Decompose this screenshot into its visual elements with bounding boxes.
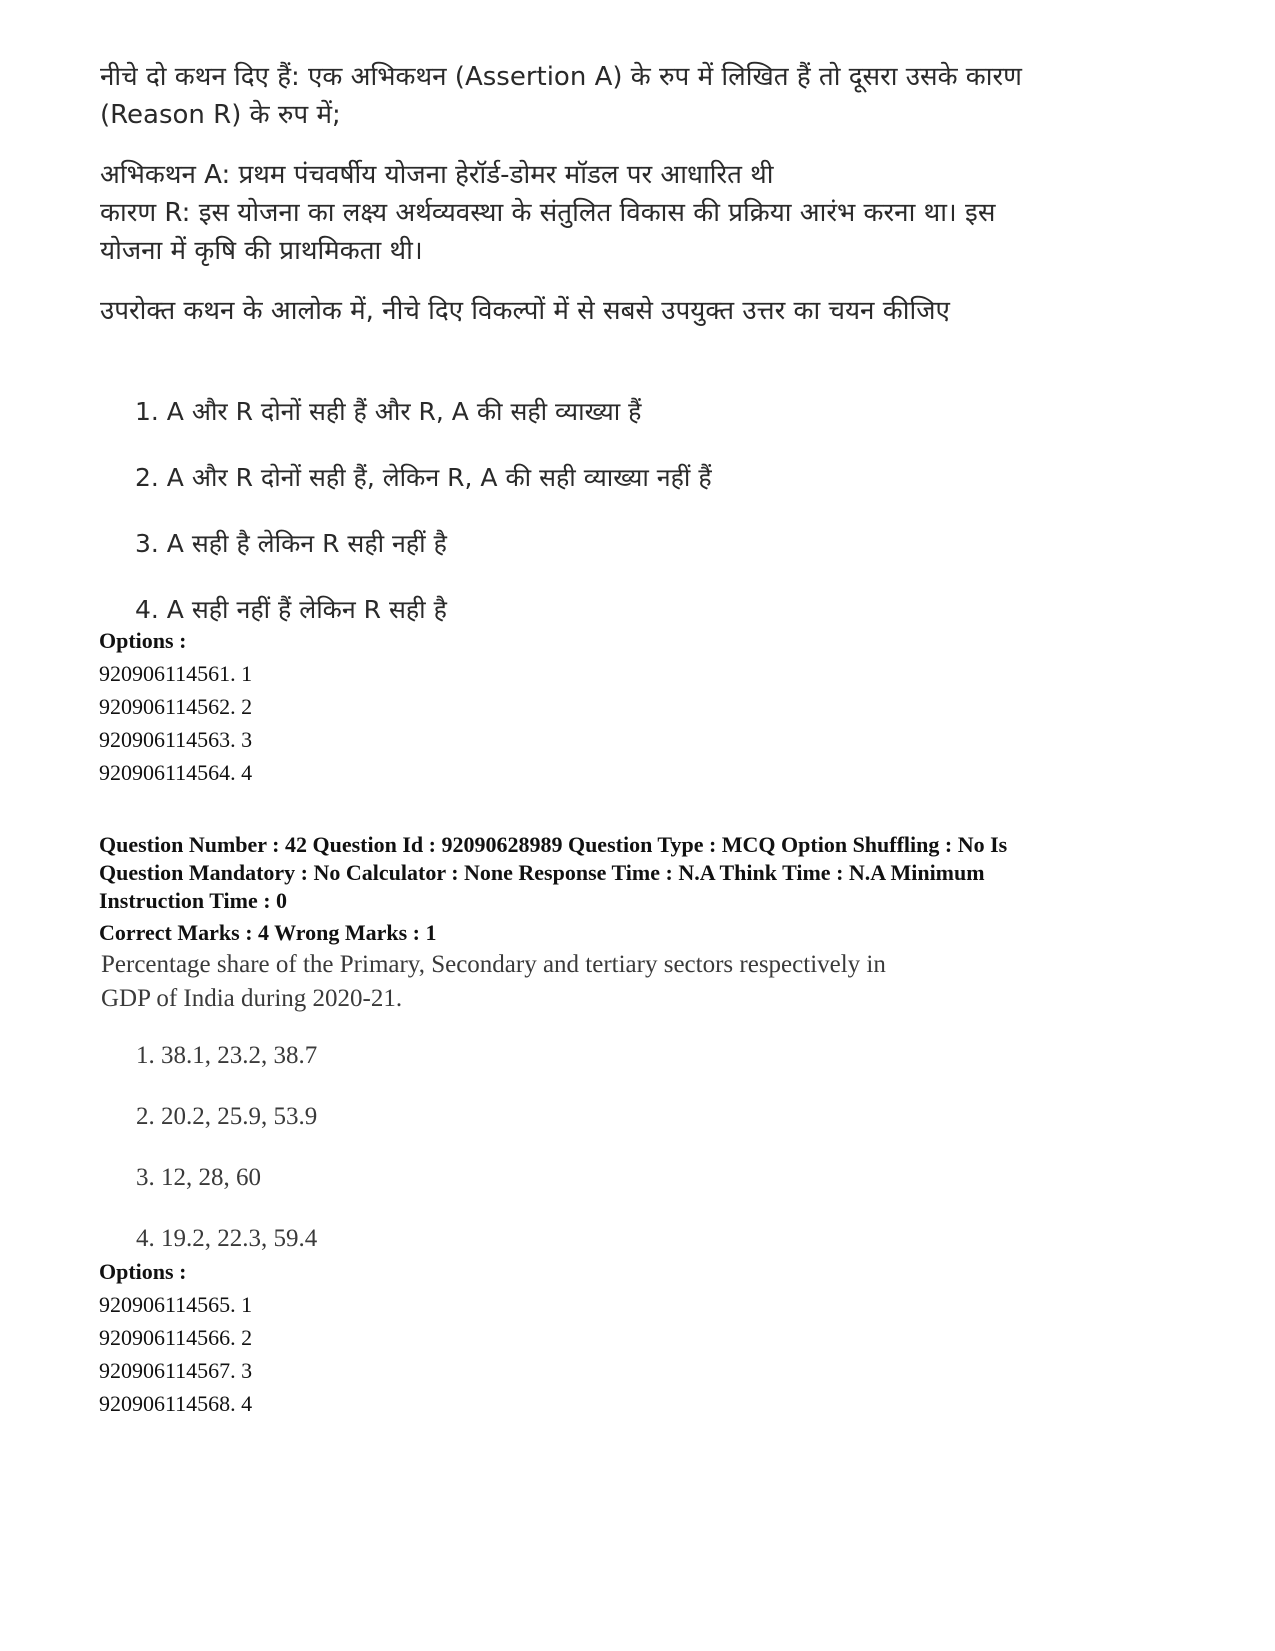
q42-choice-2: 2. 20.2, 25.9, 53.9: [136, 1103, 318, 1130]
q42-meta-line2: Question Mandatory : No Calculator : None Response Time : N.A Think Time : N.A Minimum: [99, 860, 985, 885]
q41-intro: [100, 58, 1060, 134]
q42-option-2: 920906114566. 2: [99, 1325, 253, 1350]
q42-options-label: Options :: [99, 1259, 187, 1284]
q41-intro-text: नीचे दो कथन दिए हैं: एक अभिकथन (Assertion A) के रुप में लिखित हैं तो दूसरा उसके कारण (Reason R) के रुप में;: [100, 62, 1022, 130]
q41-option-1: 920906114561. 1: [99, 661, 253, 686]
q42-meta-line1: Question Number : 42 Question Id : 92090628989 Question Type : MCQ Option Shuffling : No Is: [99, 832, 1008, 857]
q42-choice-1: 1. 38.1, 23.2, 38.7: [136, 1042, 318, 1069]
q41-option-4: 920906114564. 4: [99, 760, 253, 785]
q41-instruction-text: उपरोक्त कथन के आलोक में, नीचे दिए विकल्पों में से सबसे उपयुक्त उत्तर का चयन कीजिए: [100, 296, 950, 326]
q42-option-4: 920906114568. 4: [99, 1391, 253, 1416]
q42-question: [101, 948, 1001, 1016]
q41-options-label: Options :: [99, 628, 187, 653]
q41-option-2: 920906114562. 2: [99, 694, 253, 719]
q42-question-line1: Percentage share of the Primary, Secondary and tertiary sectors respectively in: [101, 951, 886, 978]
q41-instruction: [100, 292, 1000, 330]
q42-meta-line3: Instruction Time : 0: [99, 888, 288, 913]
q42-choice-4: 4. 19.2, 22.3, 59.4: [136, 1225, 318, 1252]
q42-choice-3: 3. 12, 28, 60: [136, 1164, 261, 1191]
q42-question-line2: GDP of India during 2020-21.: [101, 985, 403, 1012]
q41-reason: कारण R: इस योजना का लक्ष्य अर्थव्यवस्था के संतुलित विकास की प्रक्रिया आरंभ करना था। इस योजना में कृषि की प्राथमिकता थी।: [100, 198, 996, 266]
q41-assertion: अभिकथन A: प्रथम पंचवर्षीय योजना हेरॉर्ड-डोमर मॉडल पर आधारित थी: [100, 160, 774, 190]
q42-marks: Correct Marks : 4 Wrong Marks : 1: [99, 920, 437, 945]
q41-choice-1: 1. A और R दोनों सही हैं और R, A की सही व्याख्या हैं: [135, 397, 642, 426]
q41-choice-4: 4. A सही नहीं हैं लेकिन R सही है: [135, 595, 447, 624]
q42-option-1: 920906114565. 1: [99, 1292, 253, 1317]
q42-option-3: 920906114567. 3: [99, 1358, 253, 1383]
q41-choice-2: 2. A और R दोनों सही हैं, लेकिन R, A की सही व्याख्या नहीं हैं: [135, 463, 712, 492]
q41-option-3: 920906114563. 3: [99, 727, 253, 752]
q42-meta: [99, 831, 1179, 915]
q41-choice-3: 3. A सही है लेकिन R सही नहीं है: [135, 529, 447, 558]
q41-statements: [100, 156, 1060, 270]
